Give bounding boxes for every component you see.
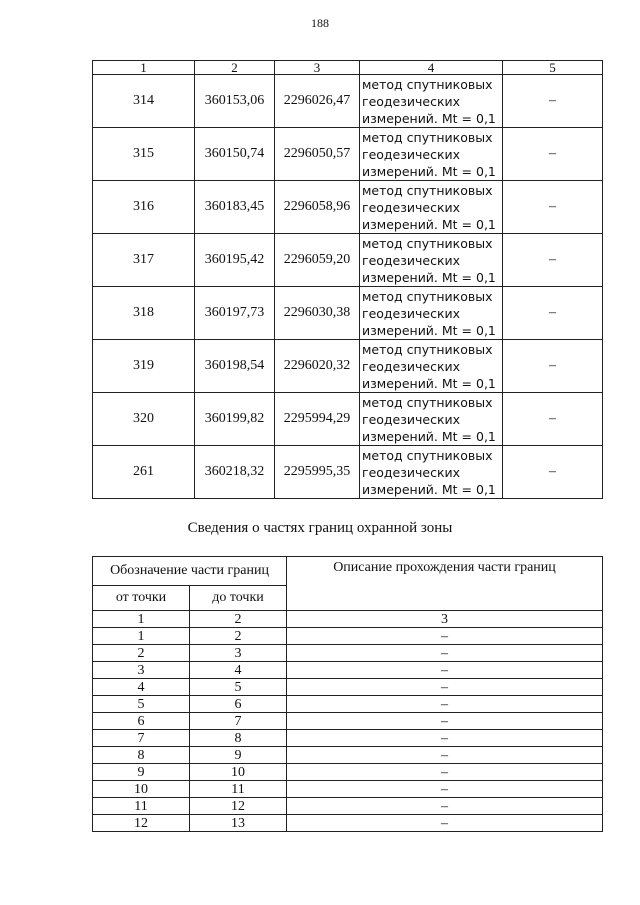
- table-row: [93, 764, 603, 781]
- y-coordinate: 2296030,38: [275, 287, 360, 340]
- table-row: [93, 730, 603, 747]
- column-number-header: 3: [287, 611, 603, 628]
- method-cell: [360, 340, 503, 393]
- point-number: 315: [93, 128, 195, 181]
- table-row: [93, 128, 603, 181]
- table-row: [93, 287, 603, 340]
- y-coordinate: 2296050,57: [275, 128, 360, 181]
- from-point: 4: [93, 679, 190, 696]
- y-coordinate: 2296059,20: [275, 234, 360, 287]
- x-coordinate: 360198,54: [195, 340, 275, 393]
- method-line: измерений. Mt = 0,1: [362, 110, 496, 126]
- to-point: 12: [190, 798, 287, 815]
- to-point: 11: [190, 781, 287, 798]
- from-point: 7: [93, 730, 190, 747]
- method-line: геодезических: [362, 93, 461, 109]
- method-line: измерений. Mt = 0,1: [362, 428, 496, 444]
- boundary-parts-table: [92, 556, 603, 832]
- part-description: –: [287, 645, 603, 662]
- method-cell: [360, 393, 503, 446]
- from-point: 2: [93, 645, 190, 662]
- y-coordinate: 2296020,32: [275, 340, 360, 393]
- method-line: метод спутниковых: [362, 447, 493, 463]
- method-cell: [360, 128, 503, 181]
- from-point: 8: [93, 747, 190, 764]
- method-line: измерений. Mt = 0,1: [362, 481, 496, 497]
- table-row: [93, 662, 603, 679]
- from-point: 6: [93, 713, 190, 730]
- from-point-header: от точки: [93, 586, 190, 611]
- y-coordinate: 2296026,47: [275, 75, 360, 128]
- point-number: 320: [93, 393, 195, 446]
- from-point: 5: [93, 696, 190, 713]
- column-number-header: 2: [190, 611, 287, 628]
- table-row: [93, 181, 603, 234]
- method-line: метод спутниковых: [362, 182, 493, 198]
- method-line: метод спутниковых: [362, 394, 493, 410]
- method-line: измерений. Mt = 0,1: [362, 322, 496, 338]
- method-line: измерений. Mt = 0,1: [362, 375, 496, 391]
- note-cell: –: [503, 75, 603, 128]
- table-row: [93, 798, 603, 815]
- to-point: 9: [190, 747, 287, 764]
- point-number: 316: [93, 181, 195, 234]
- x-coordinate: 360199,82: [195, 393, 275, 446]
- coordinates-table: [92, 60, 603, 499]
- method-line: геодезических: [362, 358, 461, 374]
- table-row: [93, 679, 603, 696]
- part-description: –: [287, 713, 603, 730]
- column-number-header: 4: [360, 61, 503, 75]
- from-point: 9: [93, 764, 190, 781]
- point-number: 261: [93, 446, 195, 499]
- table-row: [93, 815, 603, 832]
- part-description: –: [287, 730, 603, 747]
- method-line: метод спутниковых: [362, 288, 493, 304]
- part-description: –: [287, 764, 603, 781]
- table-row: [93, 340, 603, 393]
- method-line: геодезических: [362, 252, 461, 268]
- method-line: измерений. Mt = 0,1: [362, 163, 496, 179]
- boundary-part-designation-header: Обозначение части границ: [93, 557, 287, 586]
- part-description: –: [287, 747, 603, 764]
- method-line: геодезических: [362, 411, 461, 427]
- table-row: [93, 696, 603, 713]
- note-cell: –: [503, 181, 603, 234]
- table-row: [93, 713, 603, 730]
- from-point: 11: [93, 798, 190, 815]
- method-cell: [360, 287, 503, 340]
- from-point: 3: [93, 662, 190, 679]
- method-line: метод спутниковых: [362, 341, 493, 357]
- parts-header-row: [93, 557, 603, 586]
- x-coordinate: 360183,45: [195, 181, 275, 234]
- point-number: 319: [93, 340, 195, 393]
- note-cell: –: [503, 446, 603, 499]
- point-number: 314: [93, 75, 195, 128]
- method-line: метод спутниковых: [362, 76, 493, 92]
- column-number-header: 1: [93, 61, 195, 75]
- page-number: 188: [311, 16, 329, 30]
- x-coordinate: 360218,32: [195, 446, 275, 499]
- to-point: 10: [190, 764, 287, 781]
- method-line: измерений. Mt = 0,1: [362, 269, 496, 285]
- table-row: [93, 628, 603, 645]
- method-cell: [360, 75, 503, 128]
- note-cell: –: [503, 287, 603, 340]
- point-number: 318: [93, 287, 195, 340]
- to-point: 5: [190, 679, 287, 696]
- method-cell: [360, 181, 503, 234]
- note-cell: –: [503, 234, 603, 287]
- column-number-header: 5: [503, 61, 603, 75]
- to-point: 2: [190, 628, 287, 645]
- to-point: 8: [190, 730, 287, 747]
- section-title: Сведения о частях границ охранной зоны: [187, 520, 453, 536]
- column-number-header: 3: [275, 61, 360, 75]
- point-number: 317: [93, 234, 195, 287]
- method-line: измерений. Mt = 0,1: [362, 216, 496, 232]
- method-line: геодезических: [362, 199, 461, 215]
- x-coordinate: 360197,73: [195, 287, 275, 340]
- method-cell: [360, 234, 503, 287]
- column-number-header: 1: [93, 611, 190, 628]
- x-coordinate: 360150,74: [195, 128, 275, 181]
- table-row: [93, 781, 603, 798]
- to-point: 13: [190, 815, 287, 832]
- x-coordinate: 360153,06: [195, 75, 275, 128]
- from-point: 1: [93, 628, 190, 645]
- to-point: 4: [190, 662, 287, 679]
- note-cell: –: [503, 340, 603, 393]
- method-line: геодезических: [362, 305, 461, 321]
- method-line: геодезических: [362, 146, 461, 162]
- method-line: геодезических: [362, 464, 461, 480]
- table-row: [93, 645, 603, 662]
- method-line: метод спутниковых: [362, 129, 493, 145]
- table-row: [93, 75, 603, 128]
- x-coordinate: 360195,42: [195, 234, 275, 287]
- part-description: –: [287, 662, 603, 679]
- to-point-header: до точки: [190, 586, 287, 611]
- table-row: [93, 393, 603, 446]
- part-description: –: [287, 696, 603, 713]
- part-description: –: [287, 628, 603, 645]
- from-point: 10: [93, 781, 190, 798]
- to-point: 6: [190, 696, 287, 713]
- part-description: –: [287, 798, 603, 815]
- part-description: –: [287, 781, 603, 798]
- y-coordinate: 2295994,29: [275, 393, 360, 446]
- note-cell: –: [503, 393, 603, 446]
- coordinates-header-row: [93, 61, 603, 75]
- table-row: [93, 747, 603, 764]
- parts-column-number-row: [93, 611, 603, 628]
- method-cell: [360, 446, 503, 499]
- y-coordinate: 2296058,96: [275, 181, 360, 234]
- part-description: –: [287, 815, 603, 832]
- from-point: 12: [93, 815, 190, 832]
- table-row: [93, 234, 603, 287]
- note-cell: –: [503, 128, 603, 181]
- method-line: метод спутниковых: [362, 235, 493, 251]
- table-row: [93, 446, 603, 499]
- y-coordinate: 2295995,35: [275, 446, 360, 499]
- boundary-part-description-header: Описание прохождения части границ: [287, 557, 603, 611]
- to-point: 3: [190, 645, 287, 662]
- column-number-header: 2: [195, 61, 275, 75]
- part-description: –: [287, 679, 603, 696]
- to-point: 7: [190, 713, 287, 730]
